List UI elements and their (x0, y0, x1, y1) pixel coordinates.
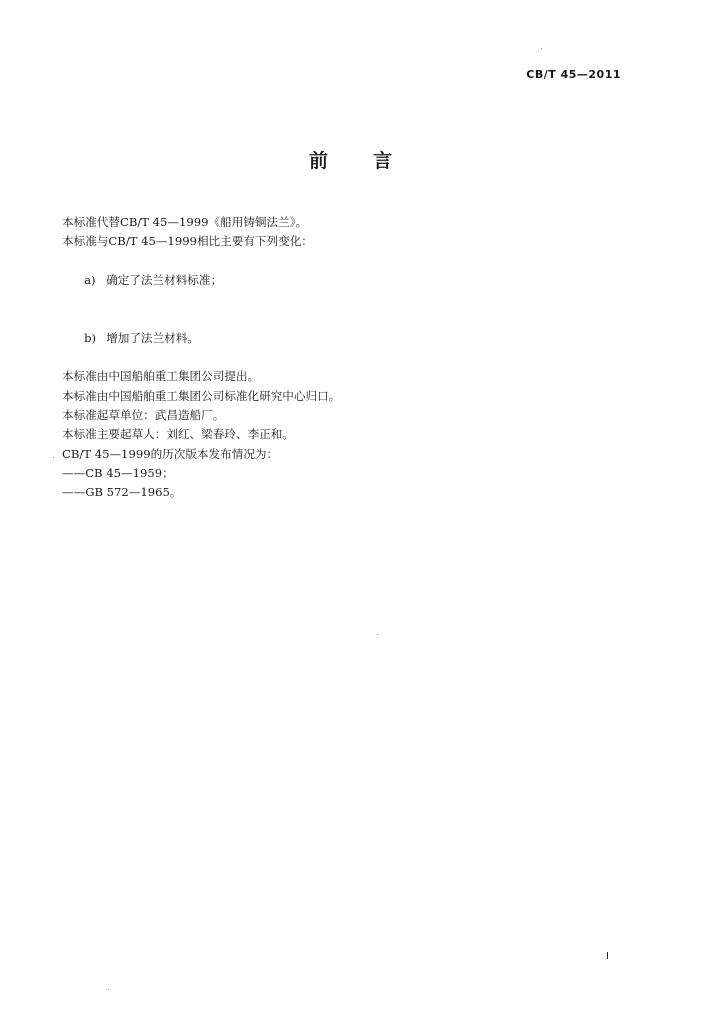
list-item-label: b) (84, 330, 97, 345)
foreword-line: CB/T 45—1999的历次版本发布情况为： (62, 446, 279, 461)
foreword-line: 本标准代替CB/T 45—1999《船用铸铜法兰》。 (62, 215, 308, 229)
foreword-line: 本标准由中国船舶重工集团公司提出。 (62, 369, 260, 384)
foreword-line: 本标准主要起草人：刘红、梁春玲、李正和。 (62, 427, 294, 442)
list-item (62, 252, 622, 310)
list-item (62, 309, 622, 367)
foreword-line: 本标准与CB/T 45—1999相比主要有下列变化： (62, 234, 313, 249)
scan-speck (53, 457, 54, 458)
list-item-text: 增加了法兰材料。 (106, 330, 199, 345)
foreword-body (62, 213, 622, 502)
history-item: ——GB 572—1965。 (62, 485, 182, 500)
title-char-1: 前 (308, 150, 328, 172)
page-number: I (606, 951, 609, 962)
standard-code: CB/T 45—2011 (526, 68, 621, 81)
scan-speck (541, 48, 542, 49)
scan-speck (377, 634, 378, 635)
scan-speck (108, 989, 109, 990)
list-item-text: 确定了法兰材料标准； (106, 272, 223, 287)
history-item: ——CB 45—1959； (62, 465, 174, 480)
page-title (0, 146, 701, 173)
foreword-line: 本标准起草单位：武昌造船厂。 (62, 407, 225, 422)
title-char-2: 言 (373, 150, 393, 172)
list-item-label: a) (84, 272, 96, 287)
foreword-line: 本标准由中国船舶重工集团公司标准化研究中心归口。 (62, 388, 341, 403)
